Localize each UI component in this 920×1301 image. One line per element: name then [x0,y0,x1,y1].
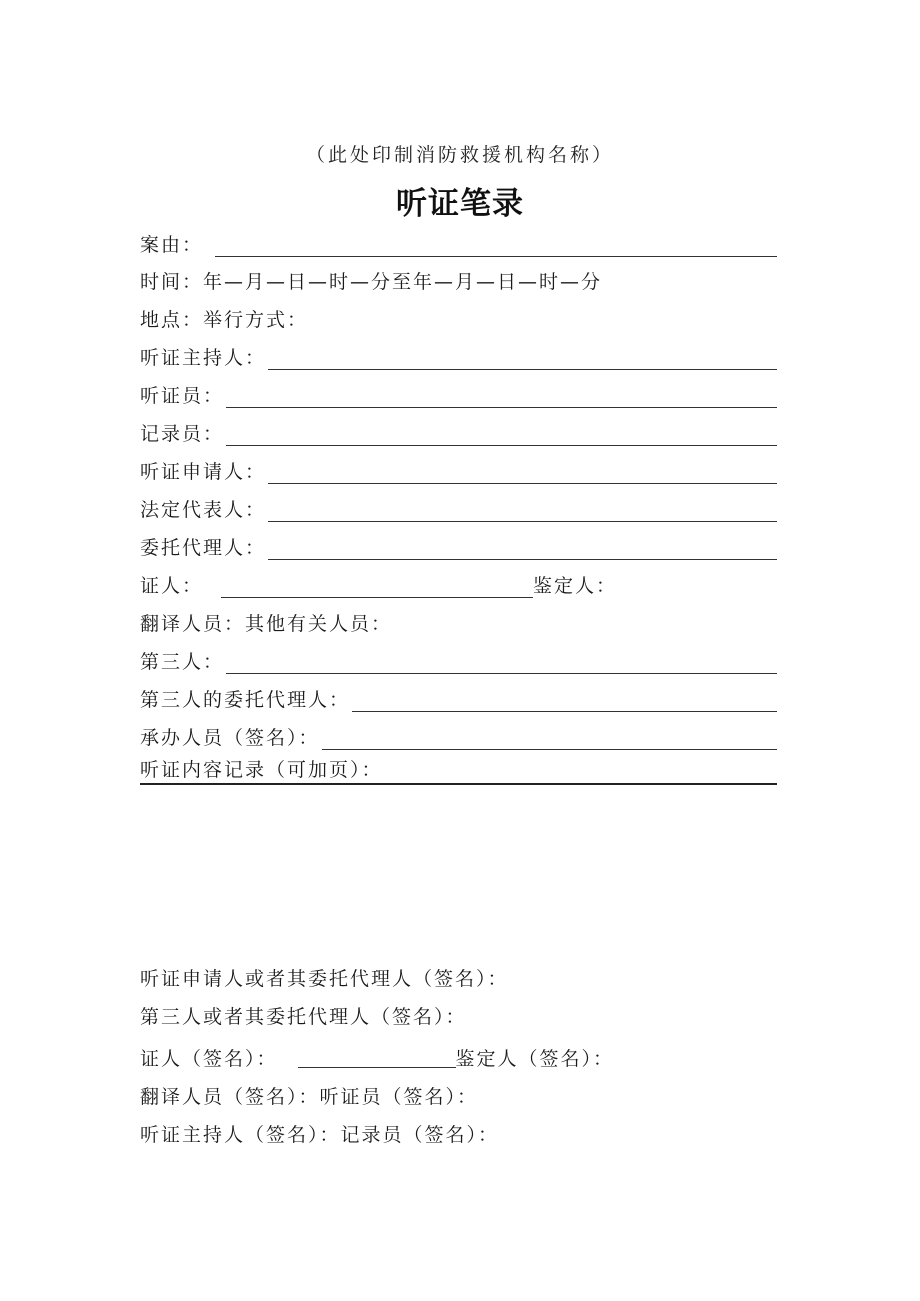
place-label: 地点：举行方式： [140,309,309,331]
third-party-signature-line: 第三人或者其委托代理人（签名）： [140,1006,467,1028]
third-party-agent-row [140,685,777,715]
host-signature-line: 听证主持人（签名）：记录员（签名）： [140,1124,500,1146]
third-party-agent-label: 第三人的委托代理人： [140,689,351,711]
recorder-label: 记录员： [140,423,225,445]
hearing-officer-field[interactable] [226,406,777,408]
hearing-officer-label: 听证员： [140,385,225,407]
translator-label: 翻译人员：其他有关人员： [140,613,393,635]
legal-rep-row [140,495,777,525]
witness-signature-field[interactable] [298,1066,456,1068]
recorder-row [140,419,777,449]
entrusted-agent-row [140,533,777,563]
entrusted-agent-label: 委托代理人： [140,537,267,559]
third-party-field[interactable] [226,672,777,674]
applicant-label: 听证申请人： [140,461,267,483]
handler-field[interactable] [322,748,777,750]
applicant-signature-line: 听证申请人或者其委托代理人（签名）： [140,968,509,990]
legal-rep-label: 法定代表人： [140,499,267,521]
time-label: 时间：年—月—日—时—分至年—月—日—时—分 [140,271,603,293]
witness-field[interactable] [221,596,533,598]
applicant-row [140,457,777,487]
handler-label: 承办人员（签名）： [140,727,320,749]
third-party-agent-field[interactable] [352,710,777,712]
host-row [140,343,777,373]
org-name-placeholder: （此处印制消防救援机构名称） [305,144,614,166]
place-row [140,305,777,335]
recorder-field[interactable] [226,444,777,446]
third-party-row [140,647,777,677]
hearing-officer-row [140,381,777,411]
entrusted-agent-field[interactable] [268,558,777,560]
handler-row [140,723,777,753]
content-record-row [140,757,777,785]
appraiser-label: 鉴定人： [533,575,618,597]
applicant-field[interactable] [268,482,777,484]
translator-signature-line: 翻译人员（签名）：听证员（签名）： [140,1086,479,1108]
case-reason-label: 案由： [140,234,204,256]
case-reason-row [140,230,777,260]
witness-signature-label: 证人（签名）： [140,1048,278,1070]
witness-label: 证人： [140,575,204,597]
host-label: 听证主持人： [140,347,267,369]
host-field[interactable] [268,368,777,370]
appraiser-signature-label: 鉴定人（签名）： [455,1048,615,1070]
time-row [140,267,777,297]
content-record-label: 听证内容记录（可加页）： [140,759,383,781]
document-title: 听证笔录 [396,186,524,222]
legal-rep-field[interactable] [268,520,777,522]
case-reason-field[interactable] [215,255,777,257]
witness-signature-row [140,1046,614,1072]
translator-row [140,609,777,639]
third-party-label: 第三人： [140,651,225,673]
witness-row [140,571,777,601]
